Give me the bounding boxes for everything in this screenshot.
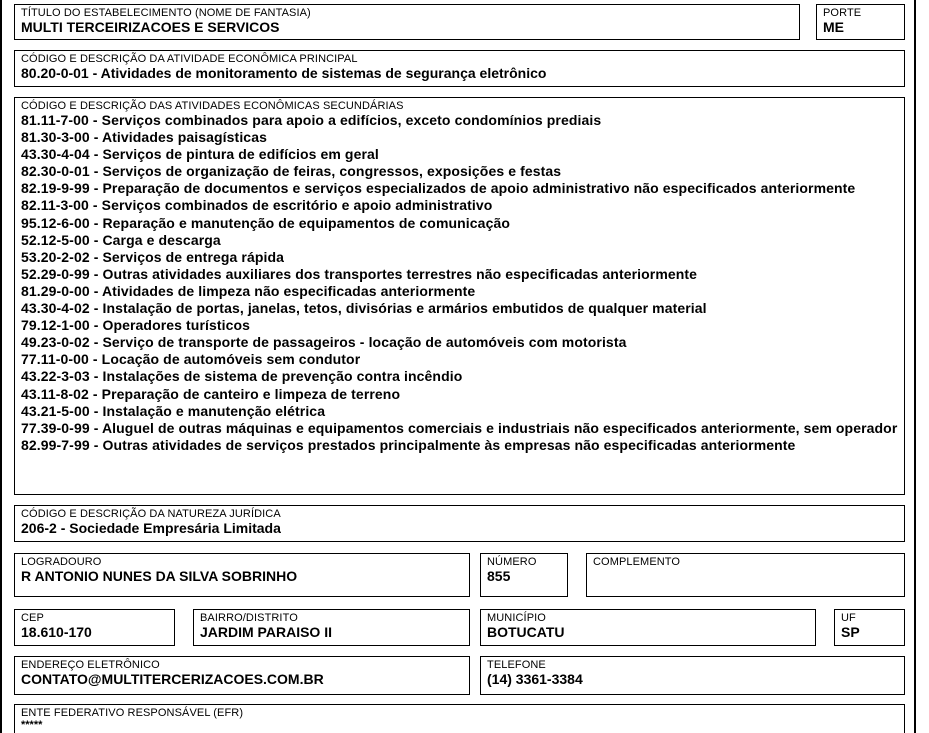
- uf-field: [834, 609, 905, 646]
- porte-value: ME: [823, 19, 844, 35]
- cep-field: [14, 609, 175, 646]
- list-item: 77.39-0-99 - Aluguel de outras máquinas e equipamentos comerciais e industriais não especificados anteriormente, sem operador: [21, 419, 898, 436]
- numero-value: 855: [487, 568, 511, 584]
- list-item: 81.11-7-00 - Serviços combinados para apoio a edifícios, exceto condomínios prediais: [21, 112, 602, 128]
- telefone-value: (14) 3361-3384: [487, 671, 583, 687]
- list-item: 52.12-5-00 - Carga e descarga: [21, 231, 221, 248]
- page-right-border: [914, 0, 916, 733]
- list-item: 95.12-6-00 - Reparação e manutenção de equipamentos de comunicação: [21, 214, 510, 231]
- atividades-secundarias-field: [14, 97, 905, 495]
- telefone-field: [480, 656, 905, 695]
- bairro-value: JARDIM PARAISO II: [200, 624, 332, 640]
- natureza-juridica-value: 206-2 - Sociedade Empresária Limitada: [21, 520, 281, 536]
- uf-value: SP: [841, 624, 860, 640]
- complemento-field: [586, 553, 905, 597]
- logradouro-field: [14, 553, 470, 597]
- natureza-juridica-label: CÓDIGO E DESCRIÇÃO DA NATUREZA JURÍDICA: [21, 508, 281, 520]
- list-item: 82.11-3-00 - Serviços combinados de escritório e apoio administrativo: [21, 197, 493, 214]
- page-left-border: [0, 0, 2, 733]
- cep-label: CEP: [21, 612, 44, 624]
- email-value: CONTATO@MULTITERCERIZACOES.COM.BR: [21, 671, 324, 687]
- logradouro-label: LOGRADOURO: [21, 556, 102, 568]
- list-item: 43.22-3-03 - Instalações de sistema de prevenção contra incêndio: [21, 368, 463, 385]
- uf-label: UF: [841, 612, 856, 624]
- porte-label: PORTE: [823, 7, 862, 19]
- municipio-label: MUNICÍPIO: [487, 612, 546, 624]
- municipio-value: BOTUCATU: [487, 624, 565, 640]
- email-field: [14, 656, 470, 695]
- numero-field: [480, 553, 568, 597]
- telefone-label: TELEFONE: [487, 659, 546, 671]
- list-item: 43.21-5-00 - Instalação e manutenção elétrica: [21, 402, 326, 419]
- email-label: ENDEREÇO ELETRÔNICO: [21, 659, 160, 671]
- list-item: 53.20-2-02 - Serviços de entrega rápida: [21, 248, 285, 265]
- list-item: 49.23-0-02 - Serviço de transporte de passageiros - locação de automóveis com motorista: [21, 334, 627, 351]
- list-item: 82.30-0-01 - Serviços de organização de feiras, congressos, exposições e festas: [21, 163, 562, 180]
- list-item: 79.12-1-00 - Operadores turísticos: [21, 317, 251, 334]
- list-item: 82.19-9-99 - Preparação de documentos e serviços especializados de apoio administrativo não especificados anteriormente: [21, 180, 856, 197]
- numero-label: NÚMERO: [487, 556, 537, 568]
- municipio-field: [480, 609, 816, 646]
- atividade-principal-field: [14, 50, 905, 87]
- porte-field: [816, 4, 905, 40]
- efr-field: [14, 704, 905, 733]
- list-item: 52.29-0-99 - Outras atividades auxiliares dos transportes terrestres não especificadas anteriormente: [21, 265, 698, 282]
- list-item: 81.29-0-00 - Atividades de limpeza não especificadas anteriormente: [21, 282, 476, 299]
- atividade-principal-value: 80.20-0-01 - Atividades de monitoramento de sistemas de segurança eletrônico: [21, 65, 547, 81]
- efr-label: ENTE FEDERATIVO RESPONSÁVEL (EFR): [21, 707, 244, 719]
- cep-value: 18.610-170: [21, 624, 92, 640]
- titulo-estabelecimento-field: [14, 4, 800, 40]
- atividades-secundarias-list: [21, 112, 904, 454]
- natureza-juridica-field: [14, 505, 905, 542]
- bairro-label: BAIRRO/DISTRITO: [200, 612, 298, 624]
- titulo-value: MULTI TERCEIRIZACOES E SERVICOS: [21, 19, 280, 35]
- list-item: 81.30-3-00 - Atividades paisagísticas: [21, 129, 267, 146]
- list-item: 82.99-7-99 - Outras atividades de serviços prestados principalmente às empresas não especificadas anteriormente: [21, 436, 796, 453]
- atividade-principal-label: CÓDIGO E DESCRIÇÃO DA ATIVIDADE ECONÔMICA PRINCIPAL: [21, 53, 358, 65]
- efr-value: *****: [21, 719, 43, 731]
- atividades-secundarias-label: CÓDIGO E DESCRIÇÃO DAS ATIVIDADES ECONÔMICAS SECUNDÁRIAS: [21, 100, 404, 112]
- logradouro-value: R ANTONIO NUNES DA SILVA SOBRINHO: [21, 568, 298, 584]
- list-item: 77.11-0-00 - Locação de automóveis sem condutor: [21, 351, 361, 368]
- bairro-field: [193, 609, 470, 646]
- complemento-label: COMPLEMENTO: [593, 556, 681, 568]
- list-item: 43.30-4-02 - Instalação de portas, janelas, tetos, divisórias e armários embutidos de qualquer material: [21, 300, 707, 317]
- list-item: 43.30-4-04 - Serviços de pintura de edifícios em geral: [21, 146, 379, 163]
- titulo-label: TÍTULO DO ESTABELECIMENTO (NOME DE FANTASIA): [21, 7, 311, 19]
- list-item: 43.11-8-02 - Preparação de canteiro e limpeza de terreno: [21, 385, 401, 402]
